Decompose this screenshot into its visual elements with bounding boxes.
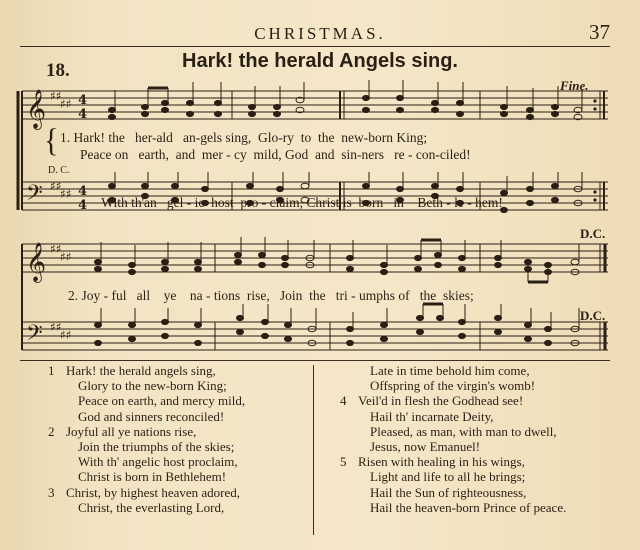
dc-marking-treble: D.C.: [580, 226, 606, 241]
dc-prefix: D. C.: [48, 165, 70, 176]
verse: [340, 363, 630, 393]
verse-line: With th' angelic host proclaim,: [78, 454, 238, 470]
svg-text:4: 4: [78, 93, 88, 108]
lyric-line-3: [48, 163, 503, 227]
svg-text:♯♯: ♯♯: [50, 89, 62, 103]
verse-line: Hail th' incarnate Deity,: [370, 408, 494, 424]
page-number: 37: [589, 20, 610, 44]
verse-brace: {: [44, 122, 59, 159]
lyric-line-2: Peace on earth, and mer - cy mild, God and sin-ners re - con-ciled!: [80, 147, 471, 162]
verse-number: 3: [48, 484, 55, 500]
svg-text:𝄢: 𝄢: [26, 181, 43, 211]
verse-line: Pleased, as man, with man to dwell,: [370, 423, 557, 439]
verse-line: Christ is born in Bethlehem!: [78, 469, 227, 485]
svg-text:♯♯: ♯♯: [60, 97, 72, 111]
verse-line: Hail the heaven-born Prince of peace.: [370, 499, 567, 515]
verse-line: Peace on earth, and mercy mild,: [78, 393, 246, 409]
verse: [48, 485, 308, 515]
verse-line: Offspring of the virgin's womb!: [370, 378, 536, 394]
verse-number: 1: [48, 363, 55, 378]
dc-marking-bass: D.C.: [580, 308, 606, 323]
hymn-number: 18.: [46, 60, 70, 81]
verse-number: 4: [340, 393, 347, 409]
verses-right-column: [340, 363, 630, 515]
verse-line: Light and life to all he brings;: [370, 469, 526, 485]
verse-number: 2: [48, 423, 55, 439]
verse: [48, 424, 308, 485]
svg-text:♯♯: ♯♯: [60, 250, 72, 264]
lyric-line-4: 2. Joy - ful all ye na - tions rise, Join the tri - umphs of the skies;: [68, 288, 474, 303]
verse: [340, 393, 630, 454]
verse-line: Christ, the everlasting Lord,: [78, 499, 225, 515]
running-header: CHRISTMAS.: [254, 24, 386, 43]
verse-line: Risen with healing in his wings,: [358, 454, 525, 470]
notes-system-2-bass: [95, 304, 580, 346]
svg-text:𝄞: 𝄞: [26, 89, 47, 129]
lyric-line-1: 1. Hark! the her-ald an-gels sing, Glo-ry to the new-born King;: [60, 130, 428, 145]
svg-text:♯♯: ♯♯: [60, 328, 72, 342]
svg-text:𝄞: 𝄞: [26, 242, 47, 282]
verse-line: Christ, by highest heaven adored,: [66, 484, 241, 500]
verse-line: Late in time behold him come,: [370, 363, 530, 378]
verse-line: Glory to the new-born King;: [78, 378, 227, 394]
svg-text:♯♯: ♯♯: [50, 242, 62, 256]
verse-line: Join the triumphs of the skies;: [78, 439, 235, 455]
notes-system-1-treble: [109, 80, 583, 120]
svg-text:4: 4: [78, 107, 88, 122]
svg-text:4: 4: [78, 198, 88, 213]
verse-line: Jesus, now Emanuel!: [370, 439, 481, 455]
hymn-title: Hark! the herald Angels sing.: [182, 50, 458, 72]
verse-line: Veil'd in flesh the Godhead see!: [358, 393, 524, 409]
staff-system-2-bass: [22, 322, 608, 350]
verse-number: 5: [340, 454, 347, 470]
verse: [48, 363, 308, 424]
verses-left-column: [48, 363, 308, 515]
column-divider: [313, 365, 314, 535]
verse-line: Hail the Sun of righteousness,: [370, 484, 527, 500]
svg-text:4: 4: [78, 184, 88, 199]
lyric-line-3-text: With th'an gel - ic host pro - claim, Christ is born in Beth - le - hem!: [101, 195, 503, 210]
verse-line: Joyful all ye nations rise,: [66, 423, 197, 439]
svg-text:𝄢: 𝄢: [26, 321, 43, 351]
fine-marking: Fine.: [560, 78, 589, 93]
svg-text:♯♯: ♯♯: [60, 187, 72, 201]
verse-line: God and sinners reconciled!: [78, 408, 225, 424]
section-rule: [20, 360, 610, 361]
staff-system-2-treble: [22, 244, 608, 272]
verse: [340, 454, 630, 515]
verse-line: Hark! the herald angels sing,: [66, 363, 216, 378]
svg-text:♯♯: ♯♯: [50, 179, 62, 193]
svg-text:♯♯: ♯♯: [50, 320, 62, 334]
